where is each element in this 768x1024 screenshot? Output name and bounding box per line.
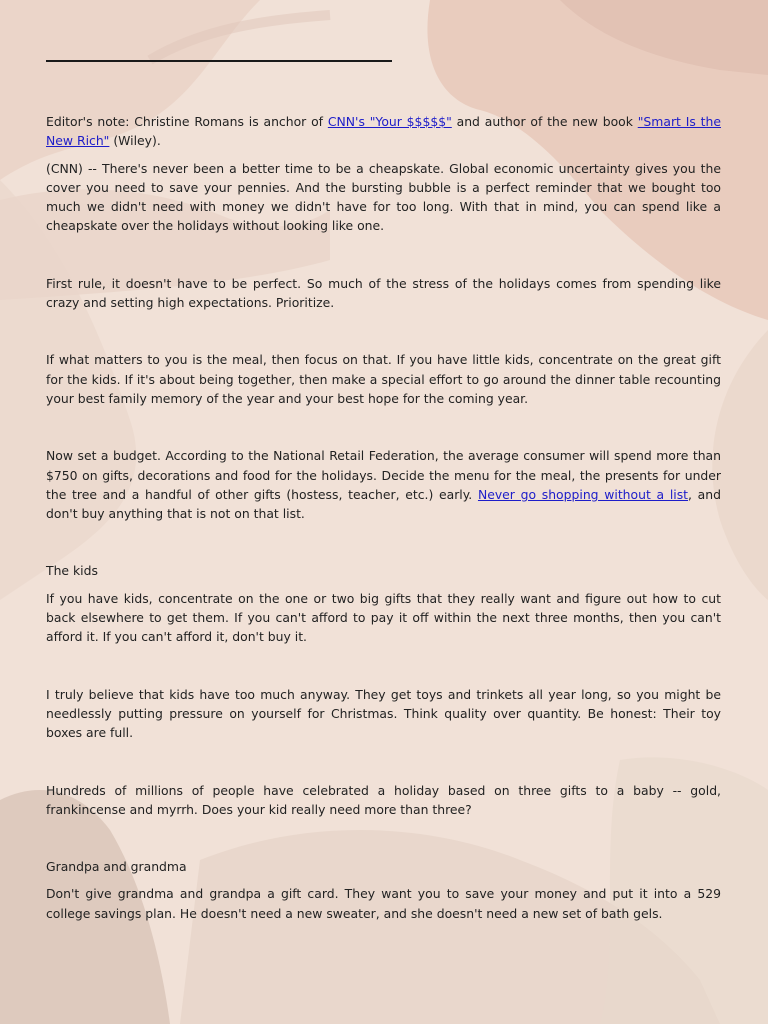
paragraph-kids-1: If you have kids, concentrate on the one or two big gifts that they really want and figure out how to cut back elsewhere to get them. If you can't afford to pay it off within the next three months, then you can't afford it. If you can't afford it, don't buy it. [46,590,721,645]
paragraph-budget: Now set a budget. According to the National Retail Federation, the average consumer will spend more than $750 on gifts, decorations and food for the holidays. Decide the menu for the meal, the presents for under the tree and a handful of other gifts (hostess, teacher, etc.) early. Never go shopping without a list, and don't buy anything that is not on that list. [46,448,721,522]
article-body [46,112,721,923]
horizontal-rule [46,60,392,62]
link-shopping-list[interactable]: Never go shopping without a list [477,486,689,502]
paragraph-kids-2: I truly believe that kids have too much anyway. They get toys and trinkets all year long, so you might be needlessly putting pressure on yourself for Christmas. Think quality over quantity. Be honest: Their toy boxes are full. [46,686,721,741]
paragraph-grandparents: Don't give grandma and grandpa a gift card. They want you to save your money and put it into a 529 college savings plan. He doesn't need a new sweater, and she doesn't need a new set of bath gels. [46,886,721,921]
editor-note: Editor's note: Christine Romans is anchor of CNN's "Your $$$$$" and author of the new book "Smart Is the New Rich" (Wiley). [46,114,721,149]
link-your-money-show[interactable]: CNN's "Your $$$$$" [327,114,452,129]
heading-kids: The kids [46,563,98,579]
paragraph-intro: (CNN) -- There's never been a better time to be a cheapskate. Global economic uncertainty gives you the cover you need to save your pennies. And the bursting bubble is a perfect reminder that we bought too much we didn't need with money we didn't have for too long. With that in mind, you can spend like a cheapskate over the holidays without looking like one. [46,160,721,234]
link-smart-is-the-new-rich[interactable]: "Smart Is the New Rich" [46,114,721,149]
heading-grandpa-grandma: Grandpa and grandma [46,859,187,875]
paragraph-kids-3: Hundreds of millions of people have celebrated a holiday based on three gifts to a baby -- gold, frankincense and myrrh. Does your kid really need more than three? [46,782,721,817]
paragraph-first-rule: First rule, it doesn't have to be perfect. So much of the stress of the holidays comes from spending like crazy and setting high expectations. Prioritize. [46,275,721,311]
paragraph-meal: If what matters to you is the meal, then focus on that. If you have little kids, concentrate on the great gift for the kids. If it's about being together, then make a special effort to go around the dinner table recounting your best family memory of the year and your best hope for the coming year. [46,352,721,406]
